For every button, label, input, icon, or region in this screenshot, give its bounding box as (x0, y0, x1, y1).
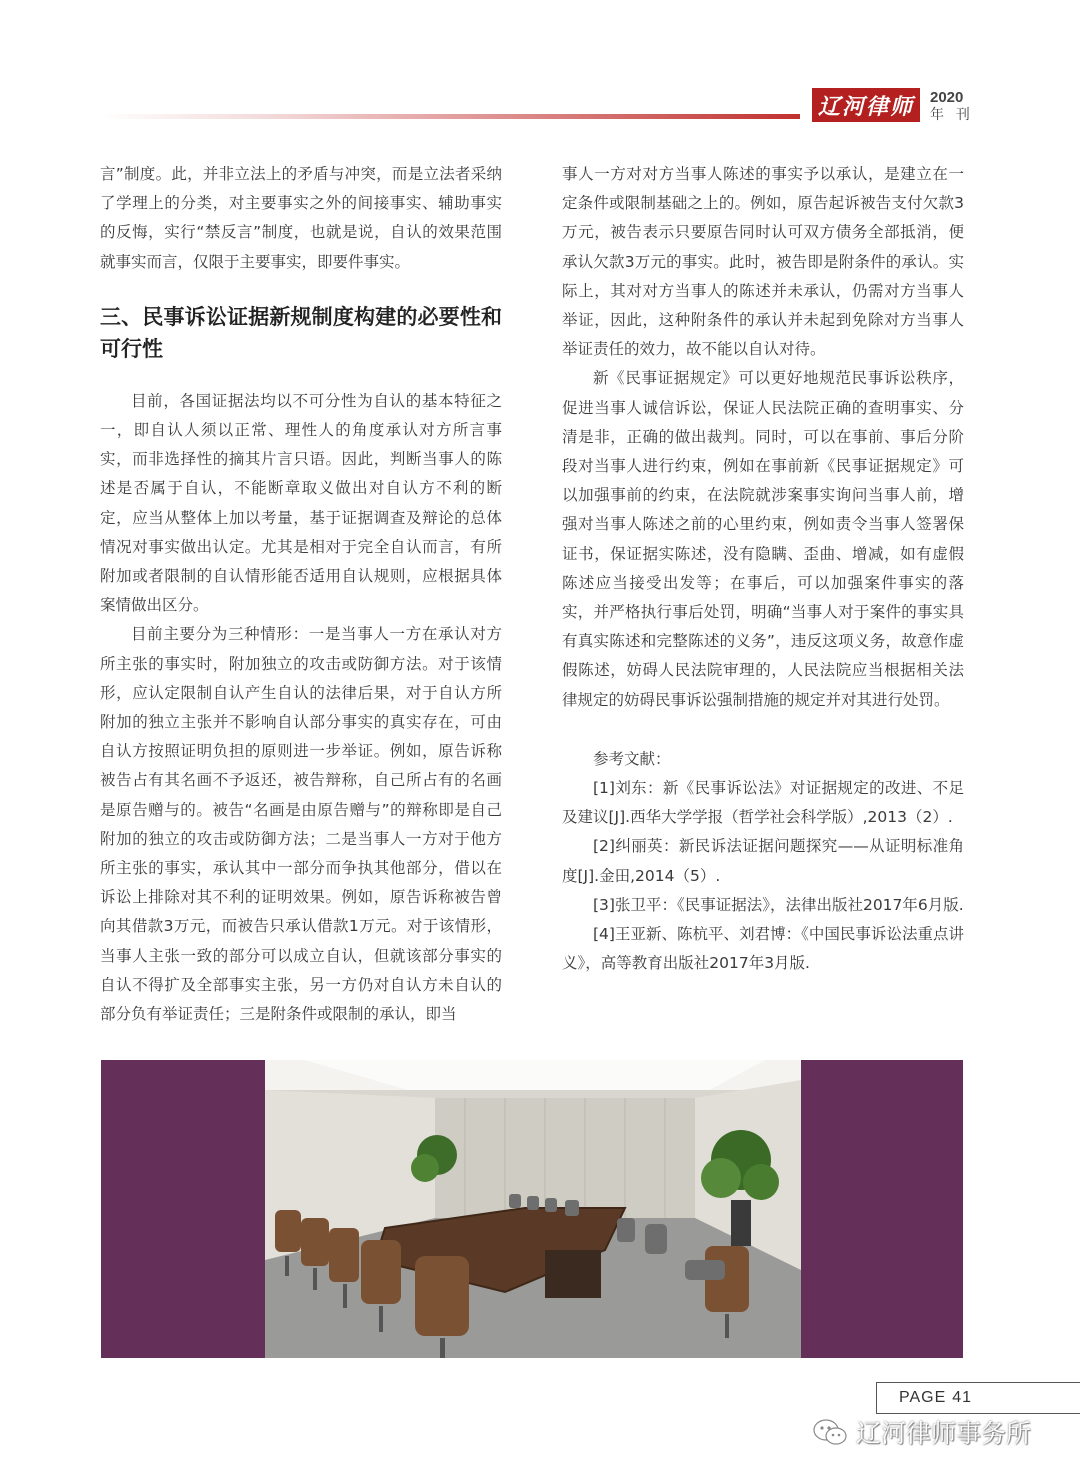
issue-type: 年 刊 (930, 106, 974, 122)
right-column (562, 160, 964, 978)
magazine-brand: 辽河律师 (812, 88, 920, 122)
issue-year: 2020 (930, 89, 964, 106)
body-paragraph-2: 目前主要分为三种情形：一是当事人一方在承认对方所主张的事实时，附加独立的攻击或防御方法。对于该情形，应认定限制自认产生自认的法律后果，对于自认方所附加的独立主张并不影响自认部分事实的真实存在，可由自认方按照证明负担的原则进一步举证。例如，原告诉称被告占有其名画不予返还，被告辩称，自己所占有的名画是原告赠与的。被告“名画是由原告赠与”的辩称即是自己附加的独立的攻击或防御方法；二是当事人一方对于他方所主张的事实，承认其中一部分而争执其他部分，借以在诉讼上排除对其不利的证明效果。例如，原告诉称被告曾向其借款3万元，而被告只承认借款1万元。对于该情形，当事人主张一致的部分可以成立自认，但就该部分事实的自认不得扩及全部事实主张，另一方仍对自认方未自认的部分负有举证责任；三是附条件或限制的承认，即当 (100, 625, 502, 1024)
reference-item: [1]刘东：新《民事诉讼法》对证据规定的改进、不足及建议[J].西华大学学报（哲学社会科学版）,2013（2）. (562, 779, 964, 827)
conference-room-illustration (265, 1060, 801, 1358)
section-heading: 三、民事诉讼证据新规制度构建的必要性和可行性 (100, 304, 502, 361)
page-label: PAGE (899, 1389, 947, 1406)
issue-label (930, 90, 980, 122)
wechat-icon (812, 1417, 848, 1447)
references-heading: 参考文献： (593, 749, 671, 768)
header-rule (100, 114, 800, 119)
body-paragraph-1: 目前，各国证据法均以不可分性为自认的基本特征之一，即自认人须以正常、理性人的角度承认对方所言事实，而非选择性的摘其片言只语。因此，判断当事人的陈述是否属于自认，不能断章取义做出对自认方不利的断定，应当从整体上加以考量，基于证据调查及辩论的总体情况对事实做出认定。尤其是相对于完全自认而言，有所附加或者限制的自认情形能否适用自认规则，应根据具体案情做出区分。 (100, 391, 502, 615)
watermark-text: 辽河律师事务所 (856, 1419, 1032, 1448)
body-paragraph-3: 新《民事证据规定》可以更好地规范民事诉讼秩序，促进当事人诚信诉讼，保证人民法院正确的查明事实、分清是非，正确的做出裁判。同时，可以在事前、事后分阶段对当事人进行约束，例如在事前新《民事证据规定》可以加强事前的约束，在法院就涉案事实询问当事人前，增强对当事人陈述之前的心里约束，例如责令当事人签署保证书，保证据实陈述，没有隐瞒、歪曲、增减，如有虚假陈述应当接受出发等；在事后，可以加强案件事实的落实，并严格执行事后处罚，明确“当事人对于案件的事实具有真实陈述和完整陈述的义务”，违反这项义务，故意作虚假陈述，妨碍人民法院审理的，人民法院应当根据相关法律规定的妨碍民事诉讼强制措施的规定并对其进行处罚。 (562, 369, 964, 709)
reference-item: [3]张卫平：《民事证据法》，法律出版社2017年6月版. (593, 895, 964, 914)
page-number-box (876, 1382, 1080, 1414)
page-number: 41 (952, 1389, 973, 1406)
intro-paragraph: 言”制度。此，并非立法上的矛盾与冲突，而是立法者采纳了学理上的分类，对主要事实之外的间接事实、辅助事实的反悔，实行“禁反言”制度，也就是说，自认的效果范围就事实而言，仅限于主要事实，即要件事实。 (100, 165, 502, 271)
conference-room-photo (265, 1060, 801, 1358)
reference-item: [4]王亚新、陈杭平、刘君博：《中国民事诉讼法重点讲义》，高等教育出版社2017年3月版. (562, 925, 964, 973)
wechat-watermark (812, 1414, 1031, 1450)
photo-frame (101, 1060, 963, 1358)
reference-item: [2]纠丽英：新民诉法证据问题探究——从证明标准角度[J].金田,2014（5）. (562, 837, 964, 885)
left-column (100, 160, 502, 1029)
continued-paragraph: 事人一方对对方当事人陈述的事实予以承认，是建立在一定条件或限制基础之上的。例如，原告起诉被告支付欠款3万元，被告表示只要原告同时认可双方债务全部抵消，便承认欠款3万元的事实。此时，被告即是附条件的承认。实际上，其对对方当事人的陈述并未承认，仍需对方当事人举证，因此，这种附条件的承认并未起到免除对方当事人举证责任的效力，故不能以自认对待。 (562, 165, 964, 359)
